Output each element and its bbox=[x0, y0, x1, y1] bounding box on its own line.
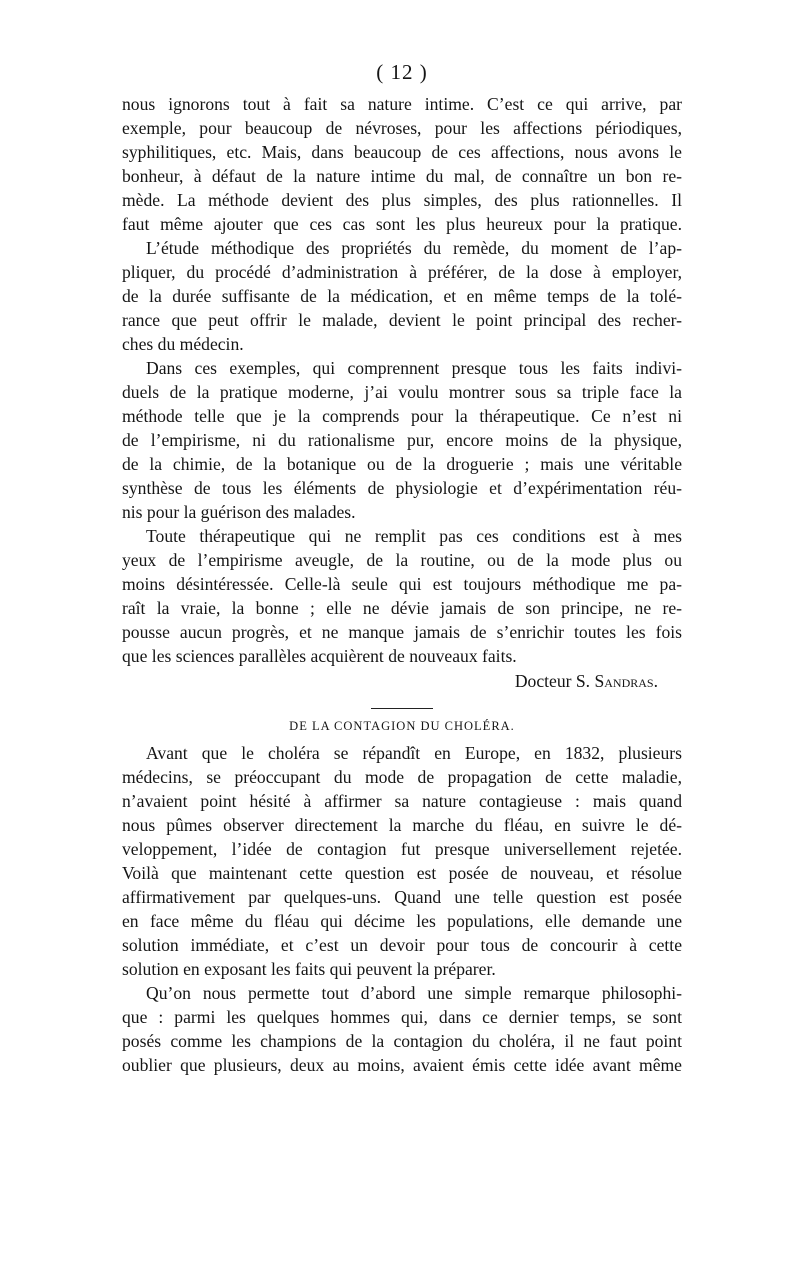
section-divider bbox=[371, 708, 433, 709]
text-line: faut même ajouter que ces cas sont les plus heureux pour la pratique. bbox=[122, 214, 682, 234]
text-line: exemple, pour beaucoup de névroses, pour les affections périodiques, bbox=[122, 118, 682, 138]
text-line: moins désintéressée. Celle-là seule qui est toujours méthodique me pa- bbox=[122, 574, 682, 594]
section-title: DE LA CONTAGION DU CHOLÉRA. bbox=[289, 719, 515, 733]
paragraph-6 bbox=[122, 981, 682, 1077]
signature-name: Sandras. bbox=[594, 671, 658, 691]
text-line: bonheur, à défaut de la nature intime du mal, de connaître un bon re- bbox=[122, 166, 682, 186]
paragraph-2 bbox=[122, 236, 682, 356]
text-line: oublier que plusieurs, deux au moins, avaient émis cette idée avant même bbox=[122, 1055, 682, 1075]
paragraph-5 bbox=[122, 741, 682, 981]
paragraph-1 bbox=[122, 92, 682, 236]
text-line: Dans ces exemples, qui comprennent presque tous les faits indivi- bbox=[146, 358, 682, 378]
text-line: solution immédiate, et c’est un devoir pour tous de concourir à cette bbox=[122, 935, 682, 955]
text-line: n’avaient point hésité à affirmer sa nature contagieuse : mais quand bbox=[122, 791, 682, 811]
text-line: nous ignorons tout à fait sa nature intime. C’est ce qui arrive, par bbox=[122, 94, 682, 114]
text-line: L’étude méthodique des propriétés du remède, du moment de l’ap- bbox=[146, 238, 682, 258]
text-line: Avant que le choléra se répandît en Europe, en 1832, plusieurs bbox=[146, 743, 682, 763]
text-line: affirmativement par quelques-uns. Quand une telle question est posée bbox=[122, 887, 682, 907]
text-line: Qu’on nous permette tout d’abord une simple remarque philosophi- bbox=[146, 983, 682, 1003]
text-line: pousse aucun progrès, et ne manque jamais de s’enrichir toutes les fois bbox=[122, 622, 682, 642]
text-line: que : parmi les quelques hommes qui, dans ce dernier temps, se sont bbox=[122, 1007, 682, 1027]
text-line: raît la vraie, la bonne ; elle ne dévie jamais de son principe, ne re- bbox=[122, 598, 682, 618]
text-line: veloppement, l’idée de contagion fut presque universellement rejetée. bbox=[122, 839, 682, 859]
signature-prefix: Docteur S. bbox=[514, 671, 595, 691]
text-line: posés comme les champions de la contagion du choléra, il ne faut point bbox=[122, 1031, 682, 1051]
text-line: syphilitiques, etc. Mais, dans beaucoup de ces affections, nous avons le bbox=[122, 142, 682, 162]
paragraph-3 bbox=[122, 356, 682, 524]
author-signature bbox=[122, 668, 682, 694]
text-line: pliquer, du procédé d’administration à préférer, de la dose à employer, bbox=[122, 262, 682, 282]
text-line: Voilà que maintenant cette question est posée de nouveau, et résolue bbox=[122, 863, 682, 883]
text-line: méthode telle que je la comprends pour la thérapeutique. Ce n’est ni bbox=[122, 406, 682, 426]
text-line: ches du médecin. bbox=[122, 334, 244, 354]
text-line: de la chimie, de la botanique ou de la droguerie ; mais une véritable bbox=[122, 454, 682, 474]
text-line: nous pûmes observer directement la marche du fléau, en suivre le dé- bbox=[122, 815, 682, 835]
text-line: synthèse de tous les éléments de physiologie et d’expérimentation réu- bbox=[122, 478, 682, 498]
book-page bbox=[122, 58, 682, 1077]
text-line: que les sciences parallèles acquièrent de nouveaux faits. bbox=[122, 646, 517, 666]
text-line: nis pour la guérison des malades. bbox=[122, 502, 356, 522]
text-line: de la durée suffisante de la médication, et en même temps de la tolé- bbox=[122, 286, 682, 306]
text-line: en face même du fléau qui décime les populations, elle demande une bbox=[122, 911, 682, 931]
text-line: médecins, se préoccupant du mode de propagation de cette maladie, bbox=[122, 767, 682, 787]
text-line: duels de la pratique moderne, j’ai voulu montrer sous sa triple face la bbox=[122, 382, 682, 402]
text-line: Toute thérapeutique qui ne remplit pas ces conditions est à mes bbox=[146, 526, 682, 546]
text-line: de l’empirisme, ni du rationalisme pur, encore moins de la physique, bbox=[122, 430, 682, 450]
text-line: solution en exposant les faits qui peuvent la préparer. bbox=[122, 959, 496, 979]
text-line: yeux de l’empirisme aveugle, de la routine, ou de la mode plus ou bbox=[122, 550, 682, 570]
text-line: rance que peut offrir le malade, devient le point principal des recher- bbox=[122, 310, 682, 330]
page-number: ( 12 ) bbox=[376, 60, 428, 84]
text-line: mède. La méthode devient des plus simples, des plus rationnelles. Il bbox=[122, 190, 682, 210]
paragraph-4 bbox=[122, 524, 682, 668]
